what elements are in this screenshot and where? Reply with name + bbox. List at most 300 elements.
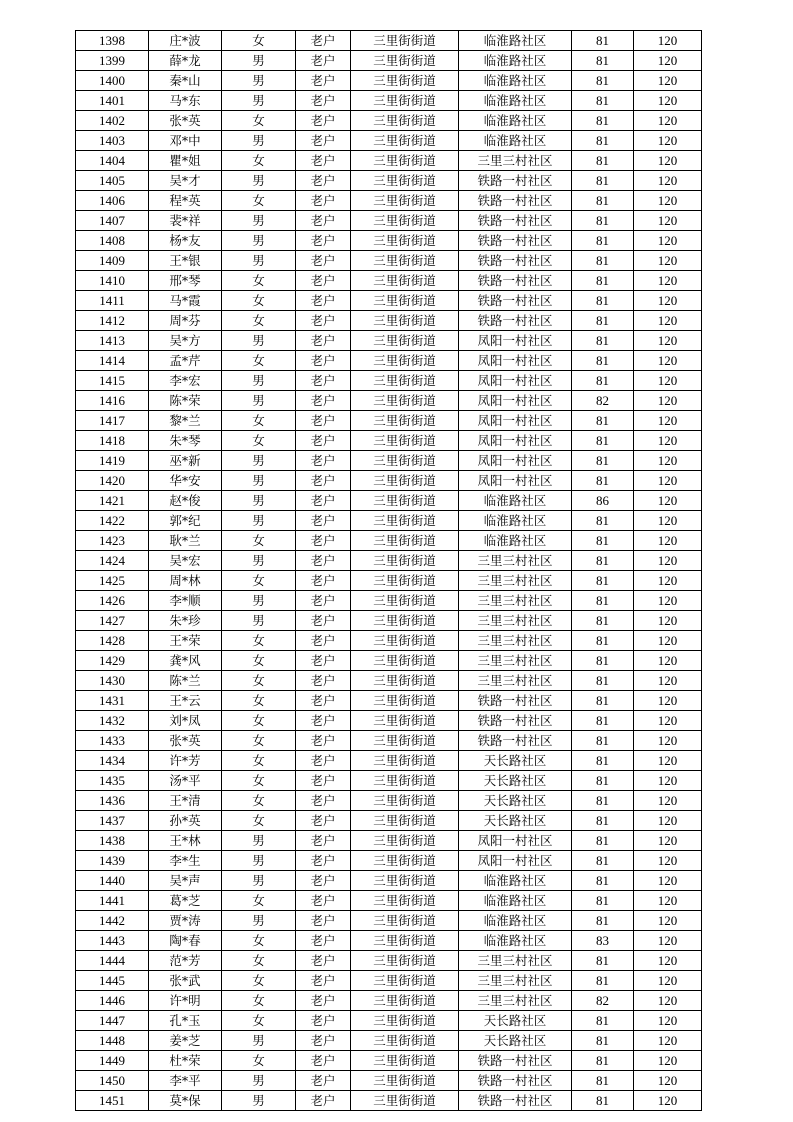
community-cell: 天长路社区 (459, 791, 572, 811)
household-type-cell: 老户 (296, 271, 351, 291)
serial-number-cell: 1413 (76, 331, 149, 351)
community-cell: 三里三村社区 (459, 671, 572, 691)
roster-table (75, 30, 702, 1111)
table-row (76, 671, 702, 691)
age-cell: 81 (572, 471, 634, 491)
subdistrict-cell: 三里街街道 (351, 511, 459, 531)
age-cell: 82 (572, 991, 634, 1011)
table-row (76, 891, 702, 911)
community-cell: 临淮路社区 (459, 131, 572, 151)
subdistrict-cell: 三里街街道 (351, 931, 459, 951)
gender-cell: 女 (222, 691, 296, 711)
subdistrict-cell: 三里街街道 (351, 211, 459, 231)
table-row (76, 551, 702, 571)
subdistrict-cell: 三里街街道 (351, 251, 459, 271)
community-cell: 临淮路社区 (459, 511, 572, 531)
subdistrict-cell: 三里街街道 (351, 171, 459, 191)
serial-number-cell: 1438 (76, 831, 149, 851)
subdistrict-cell: 三里街街道 (351, 791, 459, 811)
community-cell: 铁路一村社区 (459, 691, 572, 711)
subdistrict-cell: 三里街街道 (351, 731, 459, 751)
subdistrict-cell: 三里街街道 (351, 431, 459, 451)
household-type-cell: 老户 (296, 151, 351, 171)
subsidy-amount-cell: 120 (634, 31, 702, 51)
serial-number-cell: 1415 (76, 371, 149, 391)
name-cell: 张*英 (149, 111, 222, 131)
community-cell: 铁路一村社区 (459, 311, 572, 331)
name-cell: 陈*兰 (149, 671, 222, 691)
household-type-cell: 老户 (296, 771, 351, 791)
community-cell: 天长路社区 (459, 1011, 572, 1031)
name-cell: 裴*祥 (149, 211, 222, 231)
name-cell: 王*清 (149, 791, 222, 811)
subsidy-amount-cell: 120 (634, 871, 702, 891)
serial-number-cell: 1440 (76, 871, 149, 891)
gender-cell: 女 (222, 531, 296, 551)
gender-cell: 女 (222, 291, 296, 311)
household-type-cell: 老户 (296, 71, 351, 91)
serial-number-cell: 1436 (76, 791, 149, 811)
subsidy-amount-cell: 120 (634, 591, 702, 611)
household-type-cell: 老户 (296, 831, 351, 851)
age-cell: 81 (572, 371, 634, 391)
subsidy-amount-cell: 120 (634, 411, 702, 431)
age-cell: 81 (572, 71, 634, 91)
subsidy-amount-cell: 120 (634, 631, 702, 651)
subdistrict-cell: 三里街街道 (351, 151, 459, 171)
subsidy-amount-cell: 120 (634, 491, 702, 511)
gender-cell: 女 (222, 771, 296, 791)
serial-number-cell: 1411 (76, 291, 149, 311)
household-type-cell: 老户 (296, 311, 351, 331)
serial-number-cell: 1421 (76, 491, 149, 511)
serial-number-cell: 1424 (76, 551, 149, 571)
table-row (76, 271, 702, 291)
age-cell: 81 (572, 131, 634, 151)
serial-number-cell: 1448 (76, 1031, 149, 1051)
community-cell: 三里三村社区 (459, 971, 572, 991)
serial-number-cell: 1445 (76, 971, 149, 991)
age-cell: 81 (572, 191, 634, 211)
subdistrict-cell: 三里街街道 (351, 951, 459, 971)
community-cell: 临淮路社区 (459, 31, 572, 51)
age-cell: 81 (572, 91, 634, 111)
subsidy-amount-cell: 120 (634, 751, 702, 771)
age-cell: 81 (572, 1071, 634, 1091)
gender-cell: 女 (222, 351, 296, 371)
serial-number-cell: 1423 (76, 531, 149, 551)
name-cell: 华*安 (149, 471, 222, 491)
subdistrict-cell: 三里街街道 (351, 851, 459, 871)
gender-cell: 男 (222, 611, 296, 631)
subdistrict-cell: 三里街街道 (351, 771, 459, 791)
gender-cell: 女 (222, 571, 296, 591)
community-cell: 临淮路社区 (459, 931, 572, 951)
name-cell: 孔*玉 (149, 1011, 222, 1031)
community-cell: 三里三村社区 (459, 591, 572, 611)
subdistrict-cell: 三里街街道 (351, 911, 459, 931)
community-cell: 临淮路社区 (459, 51, 572, 71)
serial-number-cell: 1416 (76, 391, 149, 411)
table-row (76, 571, 702, 591)
table-row (76, 371, 702, 391)
serial-number-cell: 1398 (76, 31, 149, 51)
subsidy-amount-cell: 120 (634, 531, 702, 551)
age-cell: 81 (572, 251, 634, 271)
subdistrict-cell: 三里街街道 (351, 91, 459, 111)
gender-cell: 女 (222, 111, 296, 131)
household-type-cell: 老户 (296, 431, 351, 451)
serial-number-cell: 1442 (76, 911, 149, 931)
age-cell: 81 (572, 551, 634, 571)
community-cell: 凤阳一村社区 (459, 371, 572, 391)
subdistrict-cell: 三里街街道 (351, 451, 459, 471)
gender-cell: 女 (222, 191, 296, 211)
age-cell: 81 (572, 411, 634, 431)
subdistrict-cell: 三里街街道 (351, 571, 459, 591)
age-cell: 81 (572, 791, 634, 811)
name-cell: 李*平 (149, 1071, 222, 1091)
subsidy-amount-cell: 120 (634, 811, 702, 831)
table-row (76, 71, 702, 91)
household-type-cell: 老户 (296, 991, 351, 1011)
gender-cell: 女 (222, 411, 296, 431)
household-type-cell: 老户 (296, 491, 351, 511)
name-cell: 赵*俊 (149, 491, 222, 511)
name-cell: 瞿*姐 (149, 151, 222, 171)
name-cell: 王*林 (149, 831, 222, 851)
table-row (76, 511, 702, 531)
subdistrict-cell: 三里街街道 (351, 871, 459, 891)
subdistrict-cell: 三里街街道 (351, 611, 459, 631)
name-cell: 杜*荣 (149, 1051, 222, 1071)
community-cell: 三里三村社区 (459, 571, 572, 591)
gender-cell: 女 (222, 151, 296, 171)
age-cell: 81 (572, 951, 634, 971)
subdistrict-cell: 三里街街道 (351, 751, 459, 771)
name-cell: 杨*友 (149, 231, 222, 251)
subsidy-amount-cell: 120 (634, 711, 702, 731)
name-cell: 李*宏 (149, 371, 222, 391)
subdistrict-cell: 三里街街道 (351, 991, 459, 1011)
subsidy-amount-cell: 120 (634, 371, 702, 391)
household-type-cell: 老户 (296, 811, 351, 831)
serial-number-cell: 1449 (76, 1051, 149, 1071)
name-cell: 张*武 (149, 971, 222, 991)
table-row (76, 971, 702, 991)
subdistrict-cell: 三里街街道 (351, 711, 459, 731)
subsidy-amount-cell: 120 (634, 891, 702, 911)
subsidy-amount-cell: 120 (634, 351, 702, 371)
subdistrict-cell: 三里街街道 (351, 291, 459, 311)
subdistrict-cell: 三里街街道 (351, 1071, 459, 1091)
name-cell: 范*芳 (149, 951, 222, 971)
age-cell: 81 (572, 731, 634, 751)
age-cell: 81 (572, 291, 634, 311)
subdistrict-cell: 三里街街道 (351, 591, 459, 611)
subsidy-amount-cell: 120 (634, 431, 702, 451)
table-row (76, 831, 702, 851)
community-cell: 临淮路社区 (459, 491, 572, 511)
name-cell: 秦*山 (149, 71, 222, 91)
subsidy-amount-cell: 120 (634, 451, 702, 471)
gender-cell: 男 (222, 491, 296, 511)
household-type-cell: 老户 (296, 371, 351, 391)
name-cell: 郭*纪 (149, 511, 222, 531)
subsidy-amount-cell: 120 (634, 511, 702, 531)
gender-cell: 男 (222, 831, 296, 851)
subdistrict-cell: 三里街街道 (351, 391, 459, 411)
name-cell: 贾*涛 (149, 911, 222, 931)
household-type-cell: 老户 (296, 531, 351, 551)
subsidy-amount-cell: 120 (634, 1031, 702, 1051)
serial-number-cell: 1431 (76, 691, 149, 711)
age-cell: 81 (572, 811, 634, 831)
age-cell: 81 (572, 711, 634, 731)
serial-number-cell: 1414 (76, 351, 149, 371)
age-cell: 81 (572, 871, 634, 891)
subdistrict-cell: 三里街街道 (351, 111, 459, 131)
serial-number-cell: 1404 (76, 151, 149, 171)
subsidy-amount-cell: 120 (634, 571, 702, 591)
community-cell: 铁路一村社区 (459, 171, 572, 191)
subsidy-amount-cell: 120 (634, 1051, 702, 1071)
subdistrict-cell: 三里街街道 (351, 411, 459, 431)
age-cell: 86 (572, 491, 634, 511)
household-type-cell: 老户 (296, 471, 351, 491)
serial-number-cell: 1443 (76, 931, 149, 951)
gender-cell: 女 (222, 711, 296, 731)
subdistrict-cell: 三里街街道 (351, 331, 459, 351)
gender-cell: 女 (222, 731, 296, 751)
table-row (76, 791, 702, 811)
table-row (76, 651, 702, 671)
name-cell: 李*顺 (149, 591, 222, 611)
serial-number-cell: 1407 (76, 211, 149, 231)
household-type-cell: 老户 (296, 711, 351, 731)
community-cell: 三里三村社区 (459, 651, 572, 671)
name-cell: 邢*琴 (149, 271, 222, 291)
household-type-cell: 老户 (296, 411, 351, 431)
gender-cell: 男 (222, 551, 296, 571)
community-cell: 临淮路社区 (459, 871, 572, 891)
name-cell: 张*英 (149, 731, 222, 751)
gender-cell: 女 (222, 891, 296, 911)
gender-cell: 男 (222, 1071, 296, 1091)
table-row (76, 91, 702, 111)
subsidy-amount-cell: 120 (634, 231, 702, 251)
gender-cell: 女 (222, 971, 296, 991)
table-row (76, 1011, 702, 1031)
household-type-cell: 老户 (296, 971, 351, 991)
household-type-cell: 老户 (296, 351, 351, 371)
gender-cell: 男 (222, 851, 296, 871)
subdistrict-cell: 三里街街道 (351, 1051, 459, 1071)
name-cell: 陈*荣 (149, 391, 222, 411)
name-cell: 吴*宏 (149, 551, 222, 571)
table-row (76, 931, 702, 951)
subsidy-amount-cell: 120 (634, 1091, 702, 1111)
age-cell: 83 (572, 931, 634, 951)
roster-table-body (76, 31, 702, 1111)
table-row (76, 151, 702, 171)
table-row (76, 391, 702, 411)
subdistrict-cell: 三里街街道 (351, 1031, 459, 1051)
age-cell: 81 (572, 911, 634, 931)
community-cell: 铁路一村社区 (459, 1071, 572, 1091)
serial-number-cell: 1429 (76, 651, 149, 671)
subsidy-amount-cell: 120 (634, 611, 702, 631)
name-cell: 陶*春 (149, 931, 222, 951)
gender-cell: 女 (222, 1011, 296, 1031)
serial-number-cell: 1410 (76, 271, 149, 291)
name-cell: 王*云 (149, 691, 222, 711)
community-cell: 三里三村社区 (459, 631, 572, 651)
serial-number-cell: 1425 (76, 571, 149, 591)
community-cell: 铁路一村社区 (459, 211, 572, 231)
table-row (76, 951, 702, 971)
age-cell: 81 (572, 831, 634, 851)
table-row (76, 911, 702, 931)
subdistrict-cell: 三里街街道 (351, 631, 459, 651)
serial-number-cell: 1405 (76, 171, 149, 191)
community-cell: 临淮路社区 (459, 531, 572, 551)
subsidy-amount-cell: 120 (634, 151, 702, 171)
table-row (76, 111, 702, 131)
household-type-cell: 老户 (296, 571, 351, 591)
community-cell: 凤阳一村社区 (459, 471, 572, 491)
subsidy-amount-cell: 120 (634, 911, 702, 931)
subdistrict-cell: 三里街街道 (351, 651, 459, 671)
serial-number-cell: 1402 (76, 111, 149, 131)
name-cell: 许*明 (149, 991, 222, 1011)
gender-cell: 女 (222, 991, 296, 1011)
subsidy-amount-cell: 120 (634, 391, 702, 411)
subdistrict-cell: 三里街街道 (351, 471, 459, 491)
community-cell: 铁路一村社区 (459, 291, 572, 311)
community-cell: 凤阳一村社区 (459, 351, 572, 371)
table-row (76, 491, 702, 511)
name-cell: 莫*保 (149, 1091, 222, 1111)
household-type-cell: 老户 (296, 891, 351, 911)
subsidy-amount-cell: 120 (634, 251, 702, 271)
community-cell: 三里三村社区 (459, 991, 572, 1011)
community-cell: 临淮路社区 (459, 71, 572, 91)
serial-number-cell: 1446 (76, 991, 149, 1011)
age-cell: 81 (572, 171, 634, 191)
age-cell: 81 (572, 531, 634, 551)
table-row (76, 1051, 702, 1071)
community-cell: 临淮路社区 (459, 111, 572, 131)
age-cell: 81 (572, 231, 634, 251)
community-cell: 铁路一村社区 (459, 731, 572, 751)
community-cell: 天长路社区 (459, 1031, 572, 1051)
gender-cell: 女 (222, 791, 296, 811)
serial-number-cell: 1435 (76, 771, 149, 791)
serial-number-cell: 1400 (76, 71, 149, 91)
subsidy-amount-cell: 120 (634, 211, 702, 231)
table-row (76, 631, 702, 651)
subsidy-amount-cell: 120 (634, 111, 702, 131)
age-cell: 81 (572, 971, 634, 991)
subsidy-amount-cell: 120 (634, 191, 702, 211)
gender-cell: 女 (222, 631, 296, 651)
community-cell: 临淮路社区 (459, 91, 572, 111)
gender-cell: 男 (222, 131, 296, 151)
subdistrict-cell: 三里街街道 (351, 1011, 459, 1031)
community-cell: 天长路社区 (459, 771, 572, 791)
table-row (76, 331, 702, 351)
age-cell: 81 (572, 851, 634, 871)
household-type-cell: 老户 (296, 131, 351, 151)
community-cell: 凤阳一村社区 (459, 391, 572, 411)
subdistrict-cell: 三里街街道 (351, 891, 459, 911)
age-cell: 81 (572, 51, 634, 71)
gender-cell: 男 (222, 331, 296, 351)
age-cell: 81 (572, 891, 634, 911)
name-cell: 薛*龙 (149, 51, 222, 71)
gender-cell: 女 (222, 751, 296, 771)
age-cell: 81 (572, 1011, 634, 1031)
roster-page (75, 30, 701, 1111)
community-cell: 天长路社区 (459, 751, 572, 771)
serial-number-cell: 1432 (76, 711, 149, 731)
age-cell: 81 (572, 611, 634, 631)
table-row (76, 731, 702, 751)
subsidy-amount-cell: 120 (634, 331, 702, 351)
age-cell: 81 (572, 311, 634, 331)
subsidy-amount-cell: 120 (634, 831, 702, 851)
gender-cell: 男 (222, 231, 296, 251)
age-cell: 81 (572, 771, 634, 791)
subsidy-amount-cell: 120 (634, 971, 702, 991)
household-type-cell: 老户 (296, 951, 351, 971)
community-cell: 三里三村社区 (459, 551, 572, 571)
household-type-cell: 老户 (296, 91, 351, 111)
age-cell: 81 (572, 751, 634, 771)
name-cell: 周*林 (149, 571, 222, 591)
table-row (76, 171, 702, 191)
subdistrict-cell: 三里街街道 (351, 231, 459, 251)
gender-cell: 男 (222, 391, 296, 411)
table-row (76, 211, 702, 231)
household-type-cell: 老户 (296, 51, 351, 71)
serial-number-cell: 1417 (76, 411, 149, 431)
gender-cell: 男 (222, 251, 296, 271)
table-row (76, 591, 702, 611)
serial-number-cell: 1437 (76, 811, 149, 831)
table-row (76, 691, 702, 711)
community-cell: 铁路一村社区 (459, 1051, 572, 1071)
community-cell: 凤阳一村社区 (459, 331, 572, 351)
serial-number-cell: 1418 (76, 431, 149, 451)
subdistrict-cell: 三里街街道 (351, 371, 459, 391)
household-type-cell: 老户 (296, 671, 351, 691)
household-type-cell: 老户 (296, 611, 351, 631)
serial-number-cell: 1439 (76, 851, 149, 871)
subsidy-amount-cell: 120 (634, 771, 702, 791)
table-row (76, 131, 702, 151)
name-cell: 邓*中 (149, 131, 222, 151)
gender-cell: 女 (222, 431, 296, 451)
gender-cell: 女 (222, 811, 296, 831)
serial-number-cell: 1409 (76, 251, 149, 271)
name-cell: 王*银 (149, 251, 222, 271)
household-type-cell: 老户 (296, 331, 351, 351)
community-cell: 临淮路社区 (459, 891, 572, 911)
table-row (76, 1031, 702, 1051)
subsidy-amount-cell: 120 (634, 931, 702, 951)
